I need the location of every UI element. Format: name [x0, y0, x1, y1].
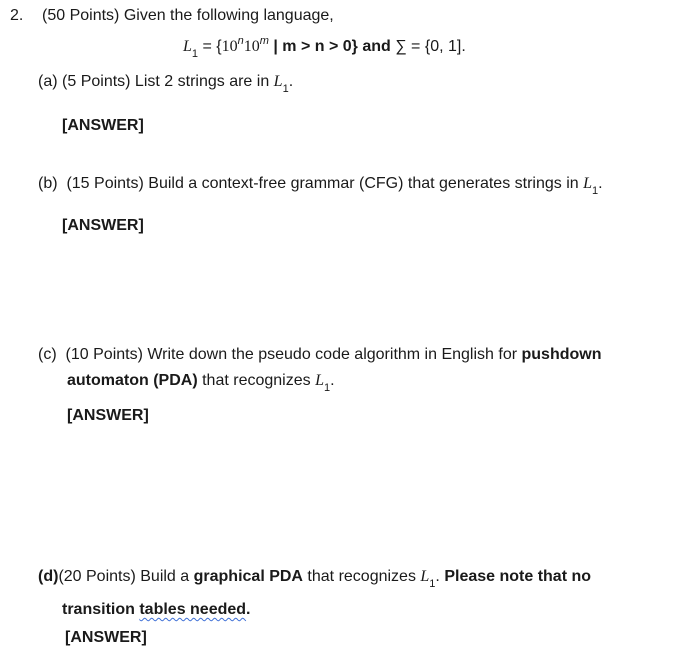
math-l: L	[420, 568, 430, 585]
part-d-label: (d)	[38, 568, 59, 585]
math-dot: .	[435, 568, 440, 585]
part-d-prompt-line1	[38, 568, 592, 590]
language-alphabet: = {0, 1].	[406, 38, 466, 55]
language-exp2: m	[259, 35, 269, 47]
language-subscript: 1	[191, 48, 199, 60]
question-number: 2.	[10, 7, 24, 24]
math-l: L	[315, 372, 324, 389]
math-sub: 1	[592, 185, 599, 197]
part-d-prompt-line2	[62, 601, 251, 619]
part-b-label: (b)	[38, 175, 58, 192]
part-d-bold-period: .	[246, 601, 251, 618]
language-exp1: n	[237, 35, 244, 47]
part-d-text-pre: (20 Points) Build a	[58, 568, 194, 585]
sigma-symbol: ∑	[395, 38, 407, 55]
math-l: L	[583, 175, 593, 192]
math-l: L	[273, 73, 283, 90]
part-d-answer: [ANSWER]	[65, 629, 147, 646]
part-c-prompt-line2	[67, 372, 335, 394]
question-header: (50 Points) Given the following language,	[42, 7, 334, 24]
math-sub: 1	[323, 382, 331, 394]
language-base2: 10	[243, 38, 260, 55]
part-d-text-mid: that recognizes	[302, 568, 421, 585]
part-d-bold-transition: transition	[62, 601, 135, 618]
part-b-text: (15 Points) Build a context-free grammar (CFG) that generates strings in	[66, 175, 584, 192]
part-d-bold-note: Please note that no	[444, 568, 592, 585]
part-c-text: (10 Points) Write down the pseudo code algorithm in English for	[65, 346, 522, 363]
math-sub: 1	[282, 83, 289, 95]
math-dot: .	[330, 372, 335, 389]
language-eq: = {	[198, 38, 222, 55]
part-b-prompt	[38, 175, 603, 197]
language-condition: | m > n > 0} and	[268, 38, 396, 55]
part-c-prompt-line1	[38, 346, 601, 364]
part-a-prompt	[38, 73, 294, 95]
part-a-label: (a)	[38, 73, 58, 90]
math-sub: 1	[429, 578, 436, 590]
part-c-answer: [ANSWER]	[67, 407, 149, 424]
part-a-text: (5 Points) List 2 strings are in	[62, 73, 274, 90]
part-d-bold-graphical: graphical PDA	[193, 568, 303, 585]
spellcheck-underline: tables needed	[139, 601, 247, 618]
part-c-label: (c)	[38, 346, 57, 363]
part-c-bold-automaton: automaton (PDA)	[67, 372, 198, 389]
math-dot: .	[288, 73, 294, 90]
part-c-bold-pushdown: pushdown	[521, 346, 602, 363]
language-definition	[183, 35, 466, 60]
part-c-text-post: that recognizes	[197, 372, 316, 389]
language-name: L	[183, 38, 192, 55]
language-base1: 10	[221, 38, 238, 55]
part-b-answer: [ANSWER]	[62, 217, 144, 234]
math-dot: .	[598, 175, 603, 192]
part-a-answer: [ANSWER]	[62, 117, 144, 134]
